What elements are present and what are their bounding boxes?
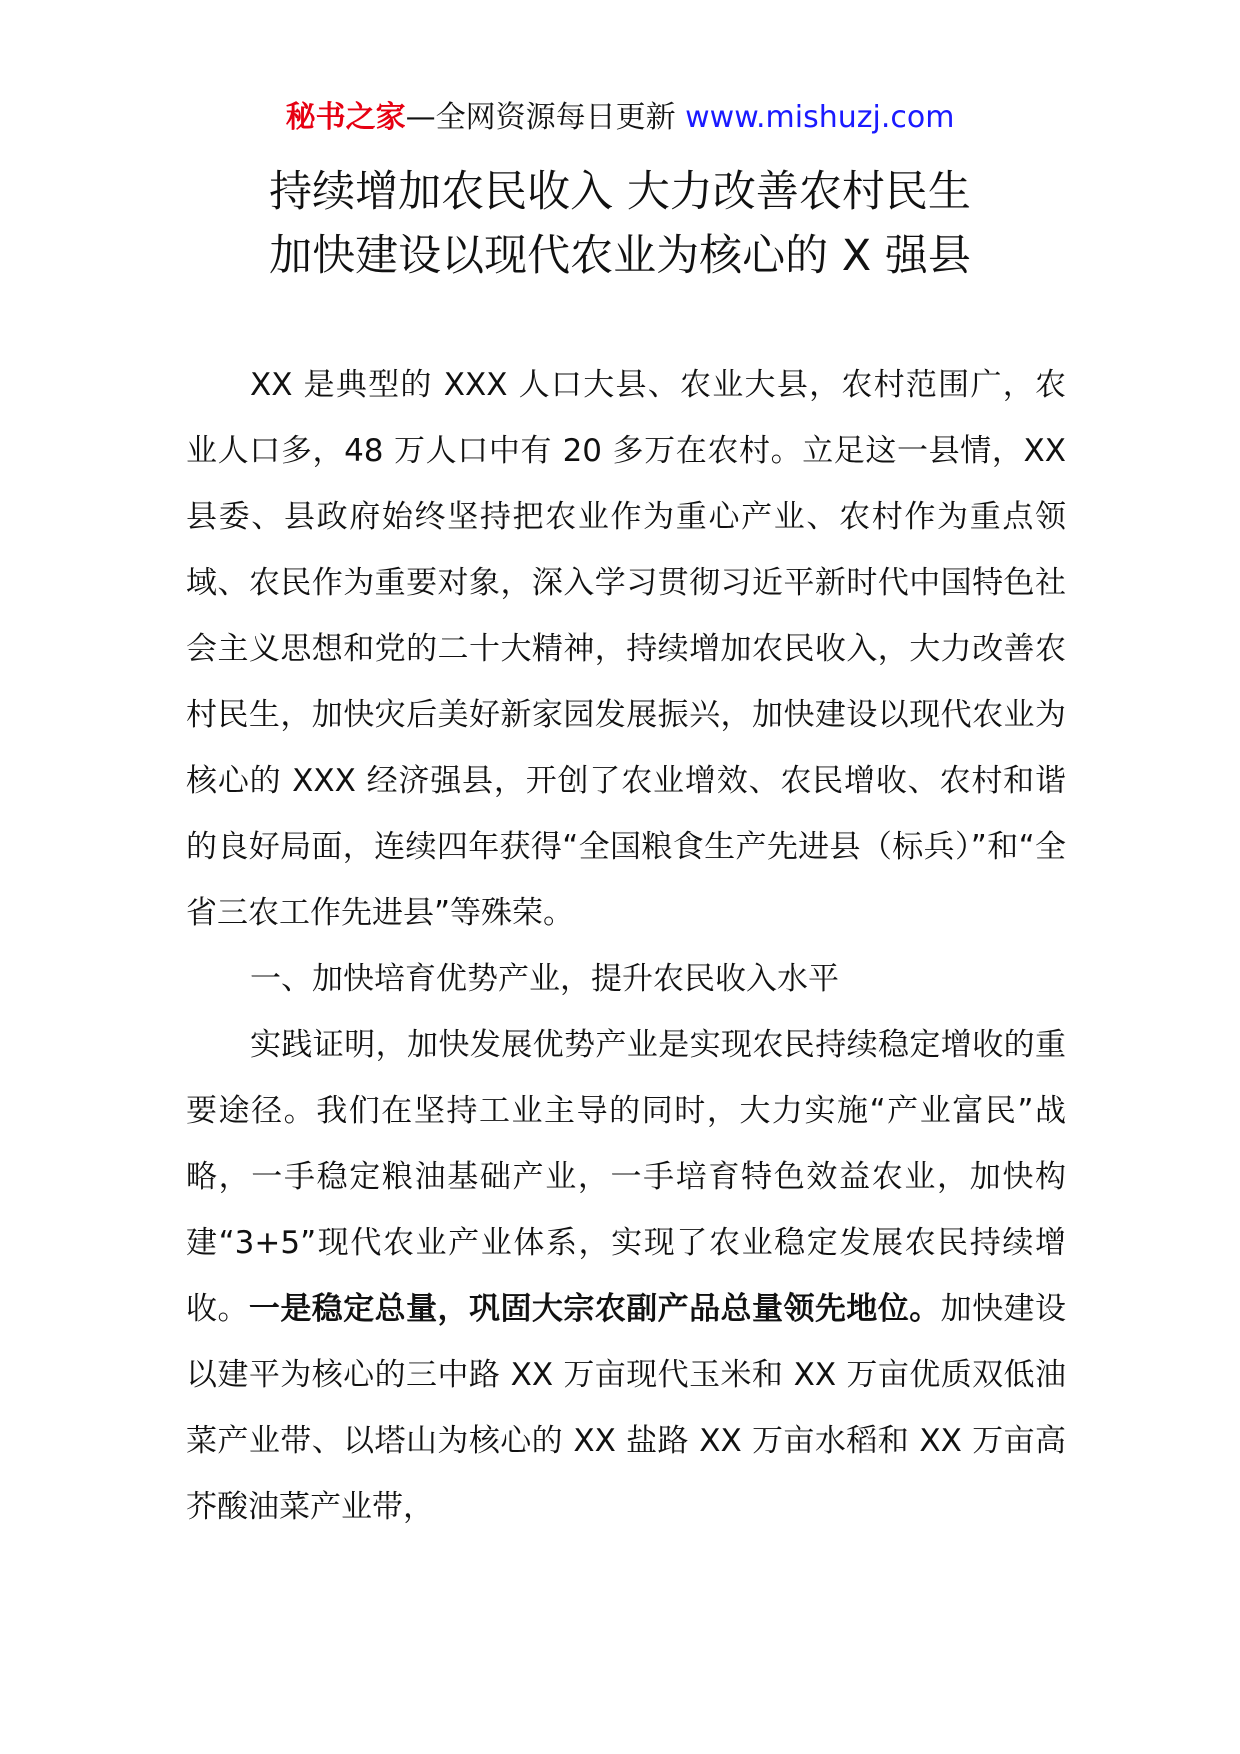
paragraph-intro: XX 是典型的 XXX 人口大县、农业大县，农村范围广，农业人口多，48 万人口中有 20 多万在农村。立足这一县情，XX 县委、县政府始终坚持把农业作为重心产业、农村作为重点领域、农民作为重要对象，深入学习贯彻习近平新时代中国特色社会主义思想和党的二十大精神，持续增加农民收入，大力改善农村民生，加快灾后美好新家园发展振兴，加快建设以现代农业为核心的 XXX 经济强县，开创了农业增效、农民增收、农村和谐的良好局面，连续四年获得“全国粮食生产先进县（标兵）”和“全省三农工作先进县”等殊荣。: [186, 367, 1066, 931]
site-tagline: —全网资源每日更新: [405, 100, 676, 135]
paragraph-section-1-tail: 加快建设以建平为核心的三中路 XX 万亩现代玉米和 XX 万亩优质双低油菜产业带、以塔山为核心的 XX 盐路 XX 万亩水稻和 XX 万亩高芥酸油菜产业带，: [186, 1291, 1067, 1525]
document-body: [186, 352, 1066, 1540]
paragraph-section-1: [186, 1012, 1066, 1540]
section-heading-1: 一、加快培育优势产业，提升农民收入水平: [250, 961, 839, 997]
site-url-link[interactable]: www.mishuzj.com: [685, 100, 955, 135]
site-brand: 秘书之家: [285, 100, 406, 135]
site-banner: [0, 98, 1240, 138]
paragraph-section-1-bold: 一是稳定总量，巩固大宗农副产品总量领先地位。: [248, 1291, 941, 1327]
document-title-line-1: 持续增加农民收入 大力改善农村民生: [269, 167, 971, 217]
paragraph-section-1-text: 实践证明，加快发展优势产业是实现农民持续稳定增收的重要途径。我们在坚持工业主导的同时，大力实施“产业富民”战略，一手稳定粮油基础产业，一手培育特色效益农业，加快构建“3+5”现代农业产业体系，实现了农业稳定发展农民持续增收。: [186, 1027, 1066, 1327]
document-title-line-2: 加快建设以现代农业为核心的 X 强县: [269, 231, 971, 281]
